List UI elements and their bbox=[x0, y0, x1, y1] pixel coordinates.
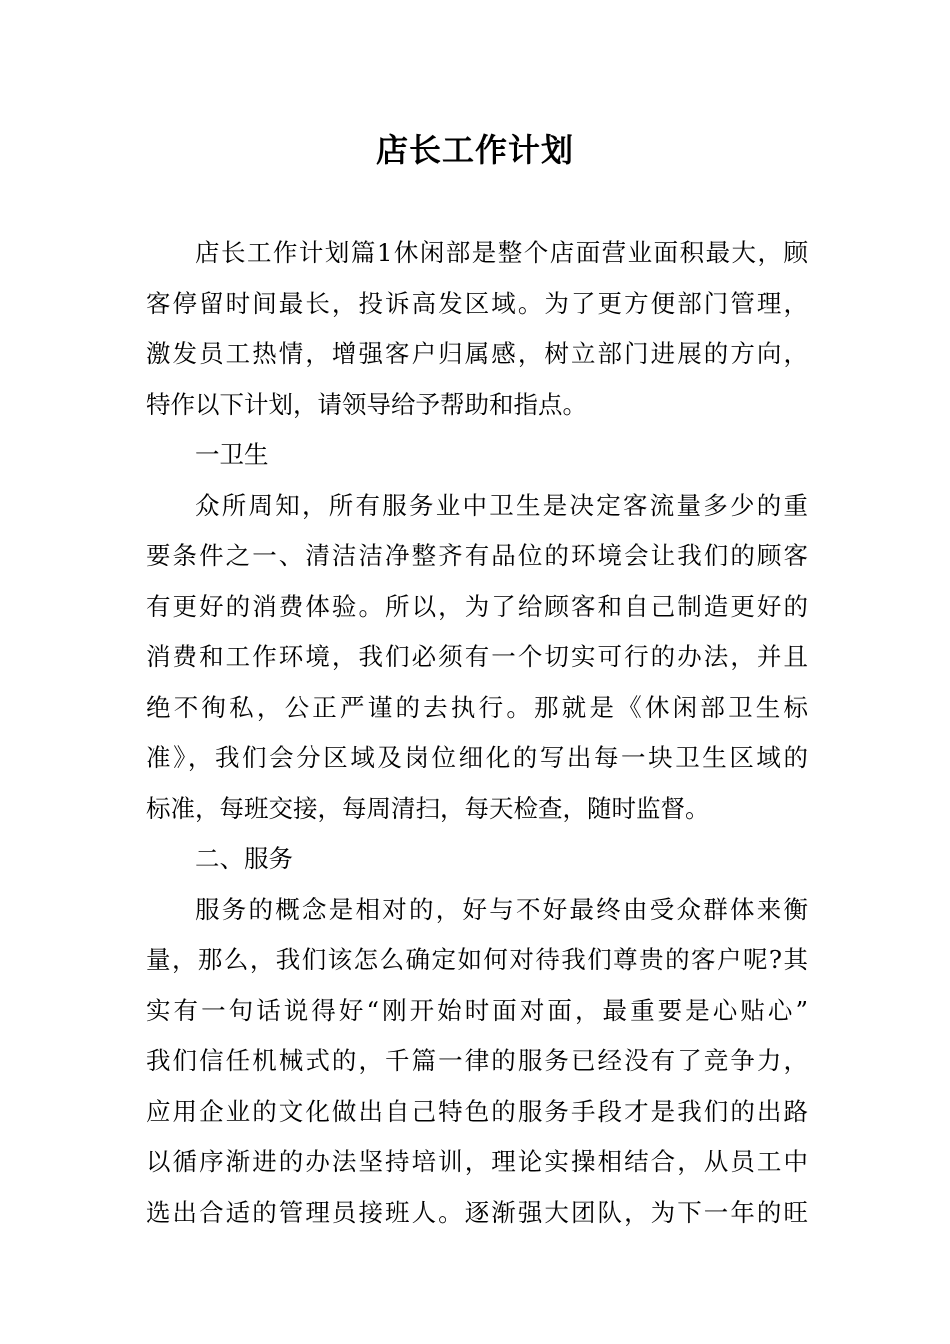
paragraph-line: 店长工作计划篇1休闲部是整个店面营业面积最大，顾 bbox=[195, 238, 808, 267]
paragraph-line: 以循序渐进的办法坚持培训，理论实操相结合，从员工中 bbox=[146, 1147, 808, 1176]
paragraph-line: 标准，每班交接，每周清扫，每天检查，随时监督。 bbox=[146, 793, 710, 823]
paragraph-line: 消费和工作环境，我们必须有一个切实可行的办法，并且 bbox=[146, 642, 808, 671]
paragraph-line: 我们信任机械式的，千篇一律的服务已经没有了竞争力， bbox=[146, 1046, 808, 1075]
paragraph-line: 客停留时间最长，投诉高发区域。为了更方便部门管理， bbox=[146, 288, 808, 318]
document-title: 店长工作计划 bbox=[375, 131, 574, 169]
section-heading: 一卫生 bbox=[195, 440, 269, 469]
paragraph-line: 准》，我们会分区域及岗位细化的写出每一块卫生区域的 bbox=[146, 743, 808, 772]
paragraph-line: 量，那么，我们该怎么确定如何对待我们尊贵的客户呢?其 bbox=[146, 945, 808, 974]
paragraph-line: 服务的概念是相对的，好与不好最终由受众群体来衡 bbox=[195, 894, 808, 924]
paragraph-line: 有更好的消费体验。所以，为了给顾客和自己制造更好的 bbox=[146, 591, 808, 621]
paragraph-line: 应用企业的文化做出自己特色的服务手段才是我们的出路 bbox=[146, 1096, 808, 1126]
document-body bbox=[146, 228, 808, 1238]
paragraph-line: 激发员工热情，增强客户归属感，树立部门进展的方向， bbox=[146, 339, 808, 368]
paragraph-line: 绝不徇私，公正严谨的去执行。那就是《休闲部卫生标 bbox=[146, 692, 808, 722]
paragraph-line: 众所周知，所有服务业中卫生是决定客流量多少的重 bbox=[195, 490, 808, 520]
paragraph-line: 选出合适的管理员接班人。逐渐强大团队，为下一年的旺 bbox=[146, 1197, 808, 1227]
section-heading: 二、服务 bbox=[195, 844, 293, 873]
paragraph-line: 要条件之一、清洁洁净整齐有品位的环境会让我们的顾客 bbox=[146, 541, 808, 570]
paragraph-line: 实有一句话说得好“刚开始时面对面，最重要是心贴心” bbox=[146, 995, 808, 1025]
paragraph-line: 特作以下计划，请领导给予帮助和指点。 bbox=[146, 389, 587, 419]
